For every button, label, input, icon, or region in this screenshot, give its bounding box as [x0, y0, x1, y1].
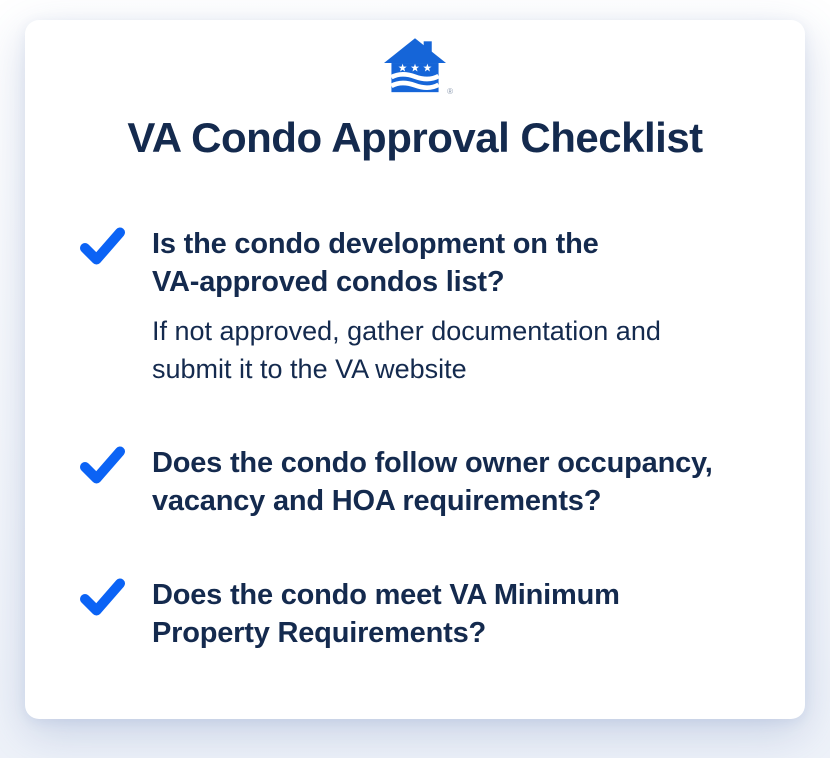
checklist-item-occupancy — [79, 444, 775, 520]
question-line: Is the condo development on the — [152, 228, 599, 260]
checklist-note — [152, 312, 661, 388]
checklist-question — [152, 225, 661, 301]
checkmark-icon — [79, 577, 126, 618]
question-line: VA-approved condos list? — [152, 266, 505, 298]
checkmark-icon — [79, 226, 126, 267]
checkmark-icon — [79, 445, 126, 486]
checklist-item-text — [152, 225, 661, 388]
page-title: VA Condo Approval Checklist — [127, 114, 703, 161]
checklist-item-text — [152, 444, 713, 520]
question-line: vacancy and HOA requirements? — [152, 485, 602, 517]
checklist-card — [25, 20, 805, 719]
note-line: submit it to the VA website — [152, 354, 467, 384]
checklist-item-approved-list — [79, 225, 775, 388]
question-line: Does the condo meet VA Minimum — [152, 579, 620, 611]
logo-container — [25, 20, 805, 94]
checklist-item-text — [152, 576, 620, 652]
checklist-item-property-requirements — [79, 576, 775, 652]
checklist-question — [152, 576, 620, 652]
registered-trademark-symbol: ® — [447, 87, 453, 96]
veterans-united-logo-icon — [384, 37, 453, 96]
checklist-question — [152, 444, 713, 520]
question-line: Does the condo follow owner occupancy, — [152, 447, 713, 479]
question-line: Property Requirements? — [152, 617, 487, 649]
checklist — [25, 225, 805, 652]
note-line: If not approved, gather documentation and — [152, 316, 661, 346]
